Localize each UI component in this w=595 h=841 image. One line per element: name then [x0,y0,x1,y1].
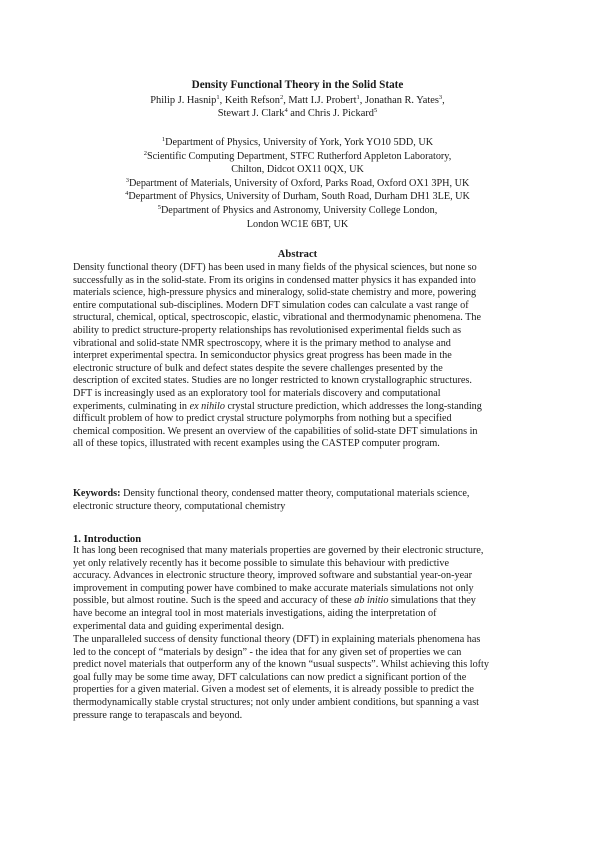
abstract-line: chemical composition. We present an overview of the capabilities of solid-state DFT simulations in [73,425,478,437]
abstract-line: experiments, culminating in ex nihilo crystal structure prediction, which addresses the long-standing [73,400,482,412]
affil-text: Department of Physics, University of Durham, South Road, Durham DH1 3LE, UK [128,191,470,203]
affiliation-line [0,177,595,191]
affil-mark: 1 [161,136,166,143]
paragraph-line: possible, but almost routine. Such is the speed and accuracy of these ab initio simulations that they [73,595,476,607]
keywords-block [73,488,533,513]
author-name: Matt I.J. Probert [288,95,357,106]
abstract-line: all of these topics, illustrated with recent examples using the CASTEP computer program. [73,438,440,450]
intro-paragraph-1 [73,545,533,633]
paragraph-line: accuracy. Advances in electronic structure theory, improved software and substantial year-on-year [73,570,473,582]
affiliation-line [0,190,595,204]
paper-title: Density Functional Theory in the Solid State [191,79,404,91]
author-name: Stewart J. Clark [217,108,285,119]
affil-text: Department of Physics and Astronomy, University College London, [160,204,438,216]
abstract-line: Density functional theory (DFT) has been used in many fields of the physical sciences, but none so [73,262,477,273]
affil-mark: 3 [125,176,129,184]
abstract-line: ability to predict structure-property relationships has revolutionised experimental fields such as [73,324,462,336]
affiliation-list [0,136,595,231]
affiliation-line [0,163,595,177]
affil-text: Scientific Computing Department, STFC Rutherford Appleton Laboratory, [146,150,452,162]
paragraph-line: predict novel materials that outperform any of the known “usual suspects”. Whilst achieving this lofty [73,659,489,671]
keywords-line: electronic structure theory, computational chemistry [73,500,286,512]
author-affil-mark: 3 [438,94,443,101]
author-list [0,94,595,120]
author-affil-mark: 5 [373,107,378,114]
affil-text: Department of Physics, University of York, York YO10 5DD, UK [165,137,434,148]
paragraph-line: have become an integral tool in most materials investigations, aiding the interpretation of [73,607,437,619]
paragraph-line: It has long been recognised that many materials properties are governed by their electronic structure, [73,545,484,556]
author-affil-mark: 1 [356,94,360,101]
abstract-line: structural, chemical, optical, spectroscopic, elastic, vibrational and thermodynamic phenomena. The [73,312,482,324]
abstract-body [73,262,533,451]
affil-text: London WC1E 6BT, UK [246,218,349,230]
abstract-line: DFT is increasingly used as an exploratory tool for materials discovery and computational [73,387,441,399]
paragraph-line: goal fully may be some time away, DFT calculations can now predict a significant portion of the [73,671,467,683]
abstract-line: successfully as in the solid-state. From its origins in condensed matter physics it has expanded into [73,274,476,286]
author-name: Jonathan R. Yates [364,95,439,106]
author-affil-mark: 1 [216,94,220,101]
affil-mark: 5 [157,203,161,211]
abstract-line: difficult problem of how to predict crystal structure polymorphs from nothing but a specified [73,413,452,425]
paragraph-line: yet only relatively recently has it become possible to simulate this behaviour with predictive [73,557,449,569]
author-line-2: Stewart J. Clark$^4$ and Chris J. Pickard$^5$ [217,107,378,119]
keywords-label: Keywords: [73,488,121,499]
affiliation-line [0,204,595,218]
keywords-text: Density functional theory, condensed matter theory, computational materials science, [120,488,470,499]
keywords-line [73,488,533,501]
paragraph-line: improvement in computing power have combined to make accurate materials simulations not only [73,582,474,594]
paragraph-line: The unparalleled success of density functional theory (DFT) in explaining materials phenomena has [73,634,481,645]
abstract-line: interpret experimental spectra. In semiconductor physics great progress has been made in the [73,350,452,362]
author-name: Keith Refson [224,95,280,106]
author-affil-mark: 2 [279,94,284,101]
paragraph-line: led to the concept of “materials by design” - the idea that for any given set of properties we can [73,646,462,658]
abstract-line: electronic structure of bulk and defect states despite the severe challenges presented by the [73,362,443,374]
paragraph-line: properties for a given material. Given a modest set of elements, it is already possible to predict the [73,684,474,696]
affil-mark: 4 [125,190,129,198]
author-name: Philip J. Hasnip [150,95,217,106]
affil-mark: 2 [143,149,147,157]
affil-text: Department of Materials, University of Oxford, Parks Road, Oxford OX1 3PH, UK [128,177,470,189]
author-line-1: Philip J. Hasnip$^1$, Keith Refson$^2$, Matt I.J. Probert$^1$, Jonathan R. Yates$^3$, [150,94,445,106]
paragraph-line: pressure range to terapascals and beyond. [73,709,243,721]
abstract-line: description of excited states. Studies are no longer restricted to known crystallographic structures. [73,375,472,387]
affil-text: Chilton, Didcot OX11 0QX, UK [231,164,364,176]
author-name: Chris J. Pickard [307,108,374,119]
section-heading-introduction: 1. Introduction [73,534,142,545]
affiliation-line [0,218,595,232]
paragraph-line: experimental data and guiding experimental design. [73,620,285,632]
affiliation-line [0,150,595,164]
affiliation-line [0,136,595,150]
abstract-line: vibrational and solid-state NMR spectroscopy, where it is the primary method to analyse and [73,337,451,349]
intro-paragraph-2 [73,634,533,722]
abstract-line: materials science, high-pressure physics and mineralogy, solid-state chemistry and more, powering [73,287,477,299]
abstract-heading: Abstract [277,249,318,260]
paragraph-line: thermodynamically stable crystal structures; not only under ambient conditions, but spanning a vast [73,696,479,708]
author-affil-mark: 4 [284,107,288,114]
abstract-line: entire computational sub-disciplines. Modern DFT simulation codes can calculate a vast range of [73,299,469,311]
